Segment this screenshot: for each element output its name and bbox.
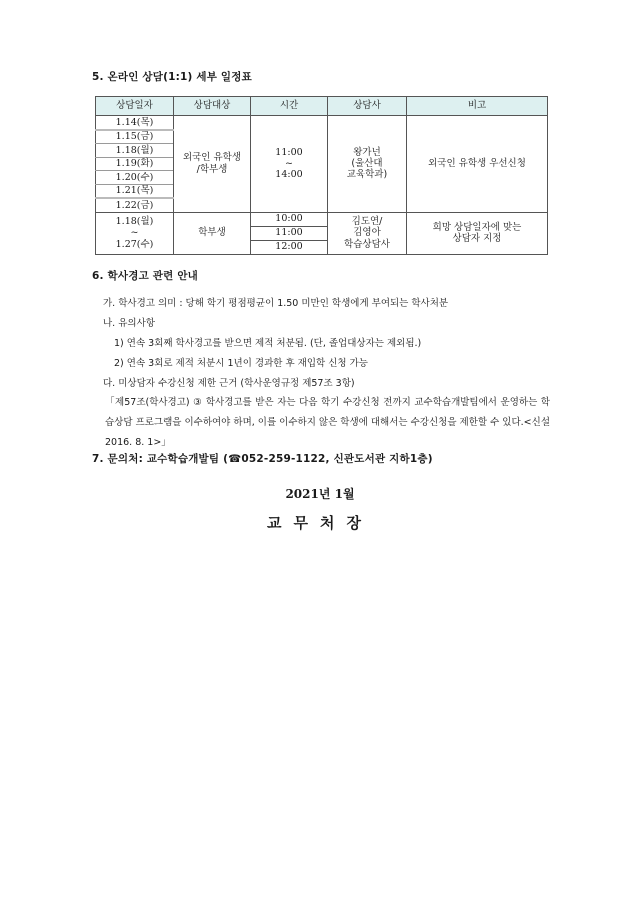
- time-cell: 10:00: [251, 212, 328, 226]
- note-item-2: 2) 연속 3회로 제적 처분시 1년이 경과한 후 재입학 신청 가능: [114, 358, 368, 369]
- header-target: 상담대상: [174, 97, 251, 116]
- header-counselor: 상담사: [328, 97, 407, 116]
- date-cell: 1.18(월): [96, 144, 174, 158]
- date-cell: 1.20(수): [96, 171, 174, 185]
- notes-heading: 나. 유의사항: [103, 318, 155, 329]
- counselor-cell: 왕가넌 (울산대 교육학과): [328, 116, 407, 213]
- header-date: 상담일자: [96, 97, 174, 116]
- regulation-quote: 「제57조(학사경고) ③ 학사경고를 받은 자는 다음 학기 수강신청 전까지 교수학습개발팀에서 운영하는 학습상담 프로그램을 이수하여야 하며, 이를 이수하지 않은 학생에 대해서는 수강신청을 제한할 수 있다.<신설 2016. 8. 1>」: [105, 397, 550, 448]
- note-cell: 희망 상담일자에 맞는 상담자 지정: [407, 212, 548, 254]
- date-cell: 1.15(금): [96, 130, 174, 144]
- time-cell: 11:00 ~ 14:00: [251, 116, 328, 213]
- date-cell: 1.22(금): [96, 198, 174, 212]
- academic-warning-meaning: 가. 학사경고 의미 : 당해 학기 평점평균이 1.50 미만인 학생에게 부여되는 학사처분: [103, 298, 449, 309]
- issuer-name: 교무처장: [267, 514, 373, 532]
- note-item-1: 1) 연속 3회째 학사경고를 받으면 제적 처분됨. (단, 졸업대상자는 제외됨.): [114, 338, 422, 349]
- target-cell: 학부생: [174, 212, 251, 254]
- counselor-cell: 김도연/ 김영아 학습상담사: [328, 212, 407, 254]
- date-cell: 1.19(화): [96, 157, 174, 171]
- table-row: [96, 116, 548, 130]
- header-note: 비고: [407, 97, 548, 116]
- note-cell: 외국인 유학생 우선신청: [407, 116, 548, 213]
- date-cell: 1.21(목): [96, 184, 174, 198]
- registration-limit-basis: 다. 미상담자 수강신청 제한 근거 (학사운영규정 제57조 3항): [103, 378, 355, 389]
- section-5-title: 5. 온라인 상담(1:1) 세부 일정표: [92, 71, 252, 83]
- date-cell: 1.14(목): [96, 116, 174, 130]
- date-range-cell: 1.18(월) ~ 1.27(수): [96, 212, 174, 254]
- time-cell: 12:00: [251, 240, 328, 254]
- issue-date: 2021년 1월: [285, 487, 355, 501]
- target-cell: 외국인 유학생 /학부생: [174, 116, 251, 213]
- table-row: [96, 212, 548, 226]
- header-time: 시간: [251, 97, 328, 116]
- section-6-title: 6. 학사경고 관련 안내: [92, 270, 199, 282]
- time-cell: 11:00: [251, 226, 328, 240]
- table-header-row: [96, 97, 548, 116]
- section-7-contact: 7. 문의처: 교수학습개발팀 (☎052-259-1122, 신관도서관 지하1층): [92, 453, 433, 465]
- counseling-schedule-table: [95, 96, 548, 255]
